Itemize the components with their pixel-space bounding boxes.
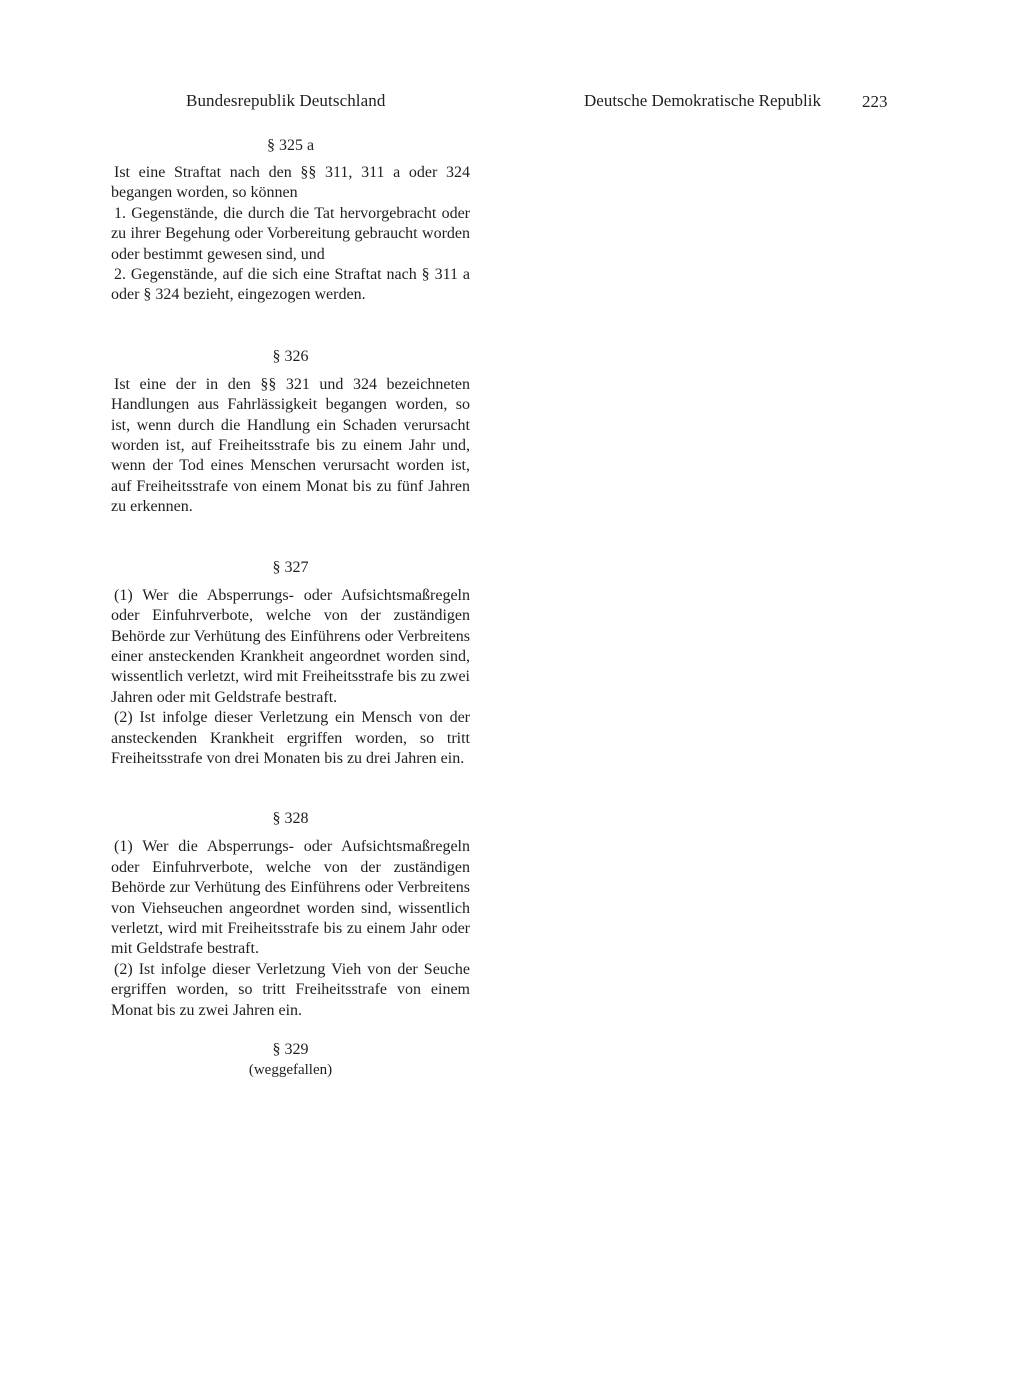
section-paragraph: Ist eine der in den §§ 321 und 324 bezeichneten Handlungen aus Fahrlässigkeit begangen worden, so ist, wenn durch die Handlung ein Schaden verursacht worden ist, auf Freiheitsstrafe bis zu einem Jahr und, wenn der Tod eines Menschen verursacht worden ist, auf Freiheitsstrafe von einem Monat bis zu fünf Jahren zu erkennen. <box>111 375 470 516</box>
running-header-right: Deutsche Demokratische Republik <box>584 91 821 110</box>
section-heading: § 326 <box>272 347 309 365</box>
list-item: 2. Gegenstände, auf die sich eine Straftat nach § 311 a oder § 324 bezieht, eingezogen werden. <box>111 266 470 304</box>
section-heading: § 325 a <box>266 137 315 154</box>
section-paragraph: (1) Wer die Absperrungs- oder Aufsichtsmaßregeln oder Einfuhrverbote, welche von der zuständigen Behörde zur Verhütung des Einführens oder Verbreitens einer ansteckenden Krankheit angeordnet worden sind, wissentlich verletzt, wird mit Freiheitsstrafe bis zu zwei Jahren oder mit Geldstrafe bestraft. <box>111 586 470 706</box>
section-note: (weggefallen) <box>248 1062 333 1078</box>
section-heading: § 329 <box>272 1041 309 1058</box>
section-heading: § 327 <box>272 558 309 576</box>
section-paragraph: Ist eine Straftat nach den §§ 311, 311 a oder 324 begangen worden, so können <box>111 164 470 202</box>
section-paragraph: (2) Ist infolge dieser Verletzung ein Mensch von der ansteckenden Krankheit ergriffen worden, so tritt Freiheitsstrafe von drei Monaten bis zu drei Jahren ein. <box>111 709 470 767</box>
running-header-left: Bundesrepublik Deutschland <box>186 91 386 110</box>
section-327 <box>111 558 470 770</box>
section-paragraph: (1) Wer die Absperrungs- oder Aufsichtsmaßregeln oder Einfuhrverbote, welche von der zuständigen Behörde zur Verhütung des Einführens oder Verbreitens von Viehseuchen angeordnet worden sind, wissentlich verletzt, wird mit Freiheitsstrafe bis zu einem Jahr oder mit Geldstrafe bestraft. <box>111 838 470 958</box>
left-text-column <box>111 136 470 1080</box>
page-number: 223 <box>862 92 888 111</box>
section-328 <box>111 809 470 1021</box>
section-326 <box>111 347 470 518</box>
list-item: 1. Gegenstände, die durch die Tat hervorgebracht oder zu ihrer Begehung oder Vorbereitung gebraucht worden oder bestimmt gewesen sind, und <box>111 204 470 263</box>
section-heading: § 328 <box>272 810 309 828</box>
section-paragraph: (2) Ist infolge dieser Verletzung Vieh von der Seuche ergriffen worden, so tritt Freiheitsstrafe von einem Monat bis zu zwei Jahren ein. <box>111 960 470 1019</box>
section-325a <box>111 136 470 306</box>
section-329 <box>111 1040 470 1080</box>
